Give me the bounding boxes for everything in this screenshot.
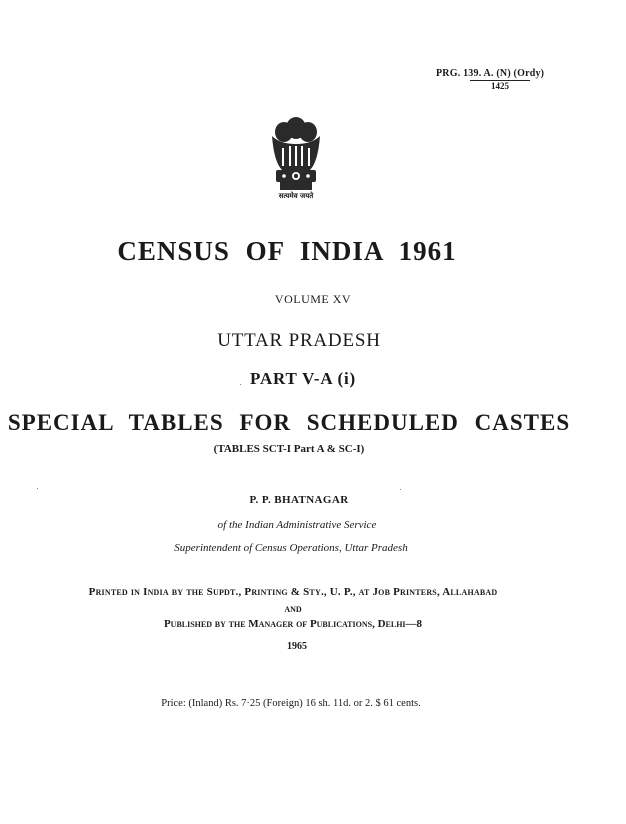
printer-imprint: Printed in India by the Supdt., Printing & Sty., U. P., at Job Printers, Allahabad [88,586,498,598]
publication-reference-number: 1425 [470,80,530,91]
paper-speck [37,488,38,489]
state-name: UTTAR PRADESH [217,330,381,351]
imprint-conjunction: AND [284,605,302,614]
page-title: CENSUS OF INDIA 1961 [117,236,457,266]
volume-label: VOLUME XV [274,292,352,306]
paper-speck [400,489,401,490]
paper-speck [240,384,241,385]
author-service: of the Indian Administrative Service [217,519,377,531]
author-name: P. P. BHATNAGAR [249,494,349,506]
tables-note: (TABLES SCT-I Part A & SC-I) [213,443,365,455]
publisher-imprint: Published by the Manager of Publications, Delhi—8 [163,618,423,630]
publication-year: 1965 [287,641,307,652]
author-designation: Superintendent of Census Operations, Uttar Pradesh [174,542,408,554]
part-label: PART V-A (i) [250,369,356,388]
emblem-motto: सत्यमेव जयते [278,192,314,200]
publication-reference: PRG. 139. A. (N) (Ordy) [436,68,545,79]
price-line: Price: (Inland) Rs. 7·25 (Foreign) 16 sh. 11d. or 2. $ 61 cents. [161,698,421,709]
subject-title: SPECIAL TABLES FOR SCHEDULED CASTES [7,410,571,435]
